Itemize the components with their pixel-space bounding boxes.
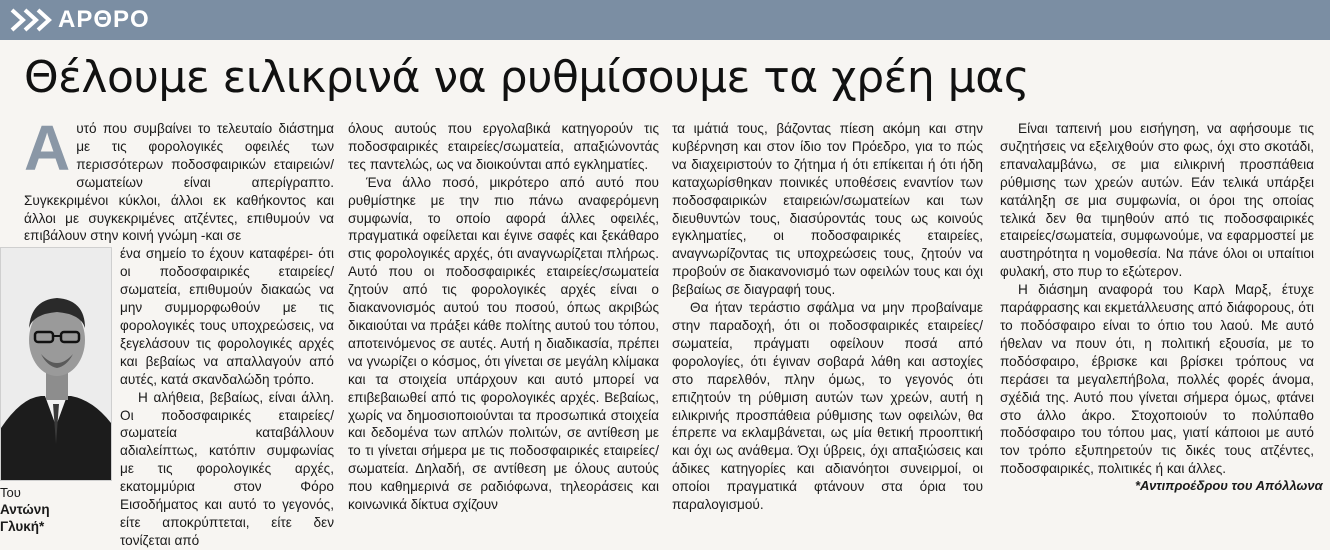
article-column-2 [348, 120, 659, 514]
paragraph: ένα σημείο το έχουν καταφέρει- ότι οι ποδοσφαιρικές εταιρείες/σωματεία, επιθυμούν διακαώς να μην συμμορφωθούν με τις φορολογικές τους υποχρεώσεις, να ξεγελάσουν τις φορολογικές αρχές και βεβαίως να απαλλαγούν από αυτές, κατά σκανδαλώδη τρόπο. [120, 246, 334, 387]
section-label: ΑΡΘΡΟ [58, 6, 150, 33]
article-column-4 [1000, 120, 1314, 478]
article-column-1 [0, 112, 334, 550]
author-footnote: *Αντιπροέδρου του Απόλλωνα [1135, 478, 1323, 493]
paragraph: Είναι ταπεινή μου εισήγηση, να αφήσουμε τις συζητήσεις να εξελιχθούν στο φως, όχι στο σκοτάδι, επαναλαμβάνω, σε μια ειλικρινή προσπάθεια ρύθμισης των χρεών αυτών. Εάν τελικά υπάρξει κατάληξη σε μια συμφωνία, οι όροι της οποίας τελικά δεν θα τιμηθούν από τις ποδοσφαιρικές εταιρείες/σωματεία, συμφωνούμε, να εφαρμοστεί με αυστηρότητα η νομοθεσία. Να πάνε όλοι οι υπαίτιοι φυλακή, στο πυρ το εξώτερον. [1000, 121, 1314, 280]
byline-prefix: Του [0, 485, 21, 501]
double-chevron-right-icon [8, 7, 58, 33]
headline: Θέλουμε ειλικρινά να ρυθμίσουμε τα χρέη μας [24, 52, 1030, 103]
paragraph: τα ιμάτιά τους, βάζοντας πίεση ακόμη και στην κυβέρνηση και στον ίδιο τον Πρόεδρο, για το πώς να διαχειριστούν το ζήτημα ή ότι επίκειται ή ότι ήδη καταχωρίσθηκαν ποινικές υποθέσεις εναντίον των ποδοσφαιρικών εταιρειών/σωματείων και των διευθυντών τους, διασύροντάς τους ως κοινούς εγκληματίες, οι ποδοσφαιρικές εταιρείες, αναγνωρίζοντας τις υποχρεώσεις τους, ζητούν να προβούν σε διακανονισμό των οφειλών τους και όχι βεβαίως σε διαγραφή τους. [672, 121, 983, 298]
paragraph: Θα ήταν τεράστιο σφάλμα να μην προβαίναμε στην παραδοχή, ότι οι ποδοσφαιρικές εταιρείες/σωματεία, πράγματι οφείλουν ποσά από φορολογίες, ότι έγιναν σοβαρά λάθη και αστοχίες στο παρελθόν, πλην όμως, το γεγονός ότι επιζητούν τη ρύθμιση αυτών των χρεών, αυτή η ειλικρινής προσπάθεια ρύθμισης των οφειλών, θα έπρεπε να εκλαμβάνεται, ως μία θετική προοπτική και όχι ως ανάθεμα. Όχι ύβρεις, όχι απαξιώσεις και άδικες κατηγορίες και αδιανόητοι συνειρμοί, οι οποίοι πραγματικά φτάνουν στα όρια του παραλογισμού. [672, 300, 983, 513]
author-photo-block [0, 247, 112, 547]
author-portrait-icon [1, 248, 111, 480]
paragraph: Η αλήθεια, βεβαίως, είναι άλλη. Οι ποδοσφαιρικές εταιρείες/σωματεία καταβάλλουν αδιαλείπτως, κατόπιν συμφωνίας με τις φορολογικές αρχές, εκατομμύρια στον Φόρο Εισοδήματος και αυτό το γεγονός, είτε αποκρύπτεται, είτε δεν τονίζεται από [120, 389, 334, 548]
section-header-bar [0, 0, 1330, 40]
byline-name-first: Αντώνη [0, 502, 50, 518]
article-column-3 [672, 120, 983, 514]
dropcap: Α [24, 112, 71, 184]
byline-name-last: Γλυκή* [0, 519, 45, 535]
paragraph: Η διάσημη αναφορά του Καρλ Μαρξ, έτυχε παράφρασης και εκμετάλλευσης από διάφορους, ότι το ποδόσφαιρο είναι το όπιο του λαού. Με αυτό ήθελαν να πουν ότι, η πολιτική εξουσία, με το ποδόσφαιρο, έβρισκε και βρίσκει τρόπους να περάσει τα μεγαλεπήβολα, πολλές φορές άνομα, σχέδιά της. Αυτό που γίνεται σήμερα όμως, φτάνει στο άλλο άκρο. Στοχοποιούν το πολύπαθο ποδόσφαιρο του τόπου μας, γιατί κάποιοι με αυτό τον τρόπο εξυπηρετούν τις δικές τους ατζέντες, ποδοσφαιρικές, πολιτικές ή και άλλες. [1000, 282, 1314, 477]
paragraph [24, 112, 334, 245]
author-photo [0, 247, 112, 481]
paragraph: Ένα άλλο ποσό, μικρότερο από αυτό που ρυθμίστηκε με την πιο πάνω αναφερόμενη συμφωνία, το οποίο αφορά άλλες οφειλές, πραγματικά οφείλεται και έγινε σαφές και ξεκάθαρο στις φορολογικές αρχές, ότι αναγνωρίζεται πλήρως. Αυτό που οι ποδοσφαιρικές εταιρείες/σωματεία ζητούν από τις φορολογικές αρχές είναι ο διακανονισμός αυτού του ποσού, όπως ακριβώς δικαιούται να πράξει κάθε πολίτης αυτού του τόπου, αποτεινόμενος σε αυτές. Αυτή η διαδικασία, πρέπει να γνωρίζει ο κόσμος, ότι γίνεται σε μεγάλη κλίμακα και τα στοιχεία υπάρχουν και αυτό μπορεί να επιβεβαιωθεί από τις φορολογικές αρχές. Βεβαίως, χωρίς να δημοσιοποιούνται τα προσωπικά στοιχεία και δεδομένα των απλών πολιτών, σε αντίθεση με το τι γίνεται σήμερα με τις ποδοσφαιρικές εταιρείες/σωματεία. Δηλαδή, σε αντίθεση με όλους αυτούς που καθημερινά σε ραδιόφωνα, τηλεοράσεις και κοινωνικά δίκτυα σχίζουν [348, 174, 659, 513]
paragraph-text: υτό που συμβαίνει το τελευταίο διάστημα με τις φορολογικές οφειλές των περισσότερων ποδοσφαιρικών εταιρειών/σωματείων είναι απερίγραπτο. Συγκεκριμένοι κύκλοι, άλλοι εκ καθήκοντος και άλλοι με συγκεκριμένες ατζέντες, επιθυμούν να επιβάλουν στην κοινή γνώμη -και σε [24, 121, 334, 244]
paragraph: όλους αυτούς που εργολαβικά κατηγορούν τις ποδοσφαιρικές εταιρείες/σωματεία, απαξιώνοντάς τες παντελώς, ως να διοικούνται από εγκληματίες. [348, 121, 659, 172]
